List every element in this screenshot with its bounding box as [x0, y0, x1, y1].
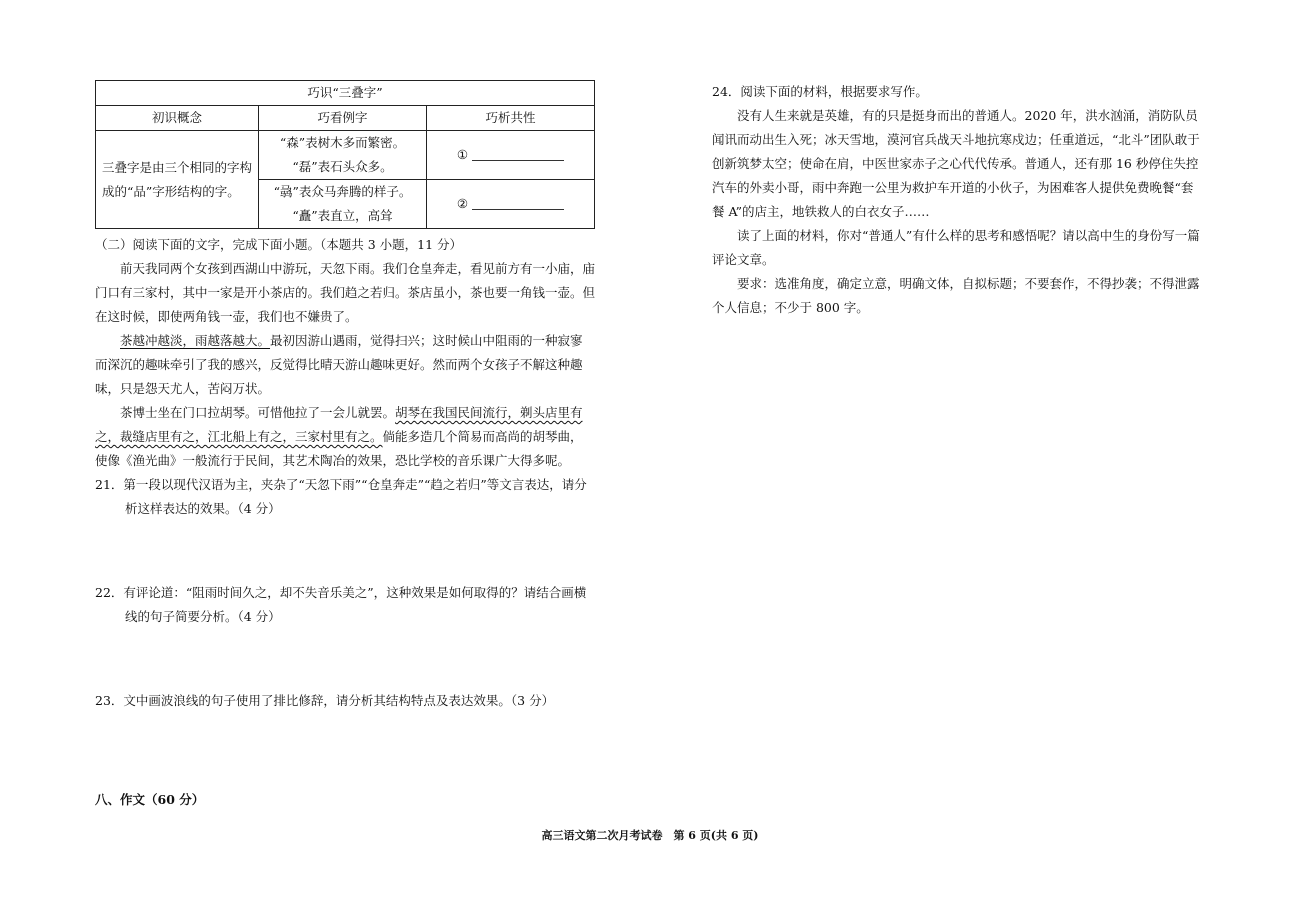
examples-cell-1 — [259, 131, 427, 180]
concept-cell: 三叠字是由三个相同的字构成的“品”字形结构的字。 — [96, 131, 259, 229]
reading-paragraph-3-start: 茶博士坐在门口拉胡琴。可惜他拉了一会儿就罢。 — [120, 405, 396, 420]
answer-space-21[interactable] — [95, 521, 595, 581]
blank-number-1: ① — [456, 147, 469, 162]
answer-blank-1[interactable] — [472, 146, 564, 161]
essay-material: 没有人生来就是英雄，有的只是挺身而出的普通人。2020 年，洪水汹涌，消防队员闻讯而动出生入死；冰天雪地，漠河官兵战天斗地抗寒戍边；任重道远，“北斗”团队敢于创新筑梦太空；使命在肩，中医世家赤子之心代代传承。普通人，还有那 16 秒停住失控汽车的外卖小哥，雨中奔跑一公里为救护车开道的小伙子，为困难客人提供免费晚餐“套餐 A”的店主，地铁救人的白衣女子…… — [712, 108, 1200, 219]
reading-paragraph-1: 前天我同两个女孩到西湖山中游玩，天忽下雨。我们仓皇奔走，看见前方有一小庙，庙门口有三家村，其中一家是开小茶店的。我们趋之若归。茶店虽小，茶也要一角钱一壶。但在这时候，即使两角钱一壶，我们也不嫌贵了。 — [95, 261, 596, 324]
page-footer: 高三语文第二次月考试卷 第 6 页(共 6 页) — [541, 829, 759, 842]
question-23: 23．文中画波浪线的句子使用了排比修辞，请分析其结构特点及表达效果。（3 分） — [95, 693, 555, 708]
question-24: 24．阅读下面的材料，根据要求写作。 — [712, 84, 928, 99]
example-sen: “森”表树木多而繁密。 — [279, 135, 406, 150]
answer-blank-2[interactable] — [472, 195, 564, 210]
examples-cell-2 — [259, 180, 427, 229]
table-title: 巧识“三叠字” — [96, 81, 595, 106]
question-22: 22．有评论道：“阻雨时间久之，却不失音乐美之”，这种效果是如何取得的？请结合画横线的句子简要分析。（4 分） — [95, 585, 587, 624]
answer-space-22[interactable] — [95, 629, 595, 689]
blank-number-2: ② — [456, 196, 469, 211]
underlined-sentence: 茶越冲越淡，雨越落越大。 — [120, 333, 271, 348]
blank-cell-1 — [427, 131, 595, 180]
example-biao: “骉”表众马奔腾的样子。 — [273, 184, 412, 199]
question-21: 21．第一段以现代汉语为主，夹杂了“天忽下雨”“仓皇奔走”“趋之若归”等文言表达，请分析这样表达的效果。（4 分） — [95, 477, 587, 516]
header-common: 巧析共性 — [427, 106, 595, 131]
header-concept: 初识概念 — [96, 106, 259, 131]
reading-paragraph-3-end: 倘能多造几个简易而高尚的胡琴曲，使像《渔光曲》一般流行于民间，其艺术陶冶的效果，恐比学校的音乐课广大得多呢。 — [95, 429, 583, 468]
knowledge-table — [95, 80, 595, 229]
left-column — [95, 80, 595, 713]
right-column — [712, 80, 1202, 320]
example-lei: “磊”表石头众多。 — [292, 159, 393, 174]
example-chu: “矗”表直立，高耸 — [292, 208, 393, 223]
wavy-underlined-sentence: 胡琴在我国民间流行，剃头店里有之，裁缝店里有之，江北船上有之，三家村里有之。 — [95, 405, 583, 444]
header-examples: 巧看例字 — [259, 106, 427, 131]
reading-paragraph-2-rest: 最初因游山遇雨，觉得扫兴；这时候山中阻雨的一种寂寥而深沉的趣味牵引了我的感兴，反觉得比晴天游山趣味更好。然而两个女孩子不解这种趣味，只是怨天尤人，苦闷万状。 — [95, 333, 583, 396]
essay-requirements: 要求：选准角度，确定立意，明确文体，自拟标题；不要套作，不得抄袭；不得泄露个人信息；不少于 800 字。 — [712, 276, 1200, 315]
essay-prompt: 读了上面的材料，你对“普通人”有什么样的思考和感悟呢？请以高中生的身份写一篇评论文章。 — [712, 228, 1200, 267]
essay-section-heading: 八、作文（60 分） — [95, 792, 205, 807]
reading-paragraph-3 — [95, 401, 595, 473]
reading-section-title: （二）阅读下面的文字，完成下面小题。（本题共 3 小题，11 分） — [95, 237, 463, 252]
blank-cell-2 — [427, 180, 595, 229]
reading-paragraph-2 — [95, 329, 595, 401]
